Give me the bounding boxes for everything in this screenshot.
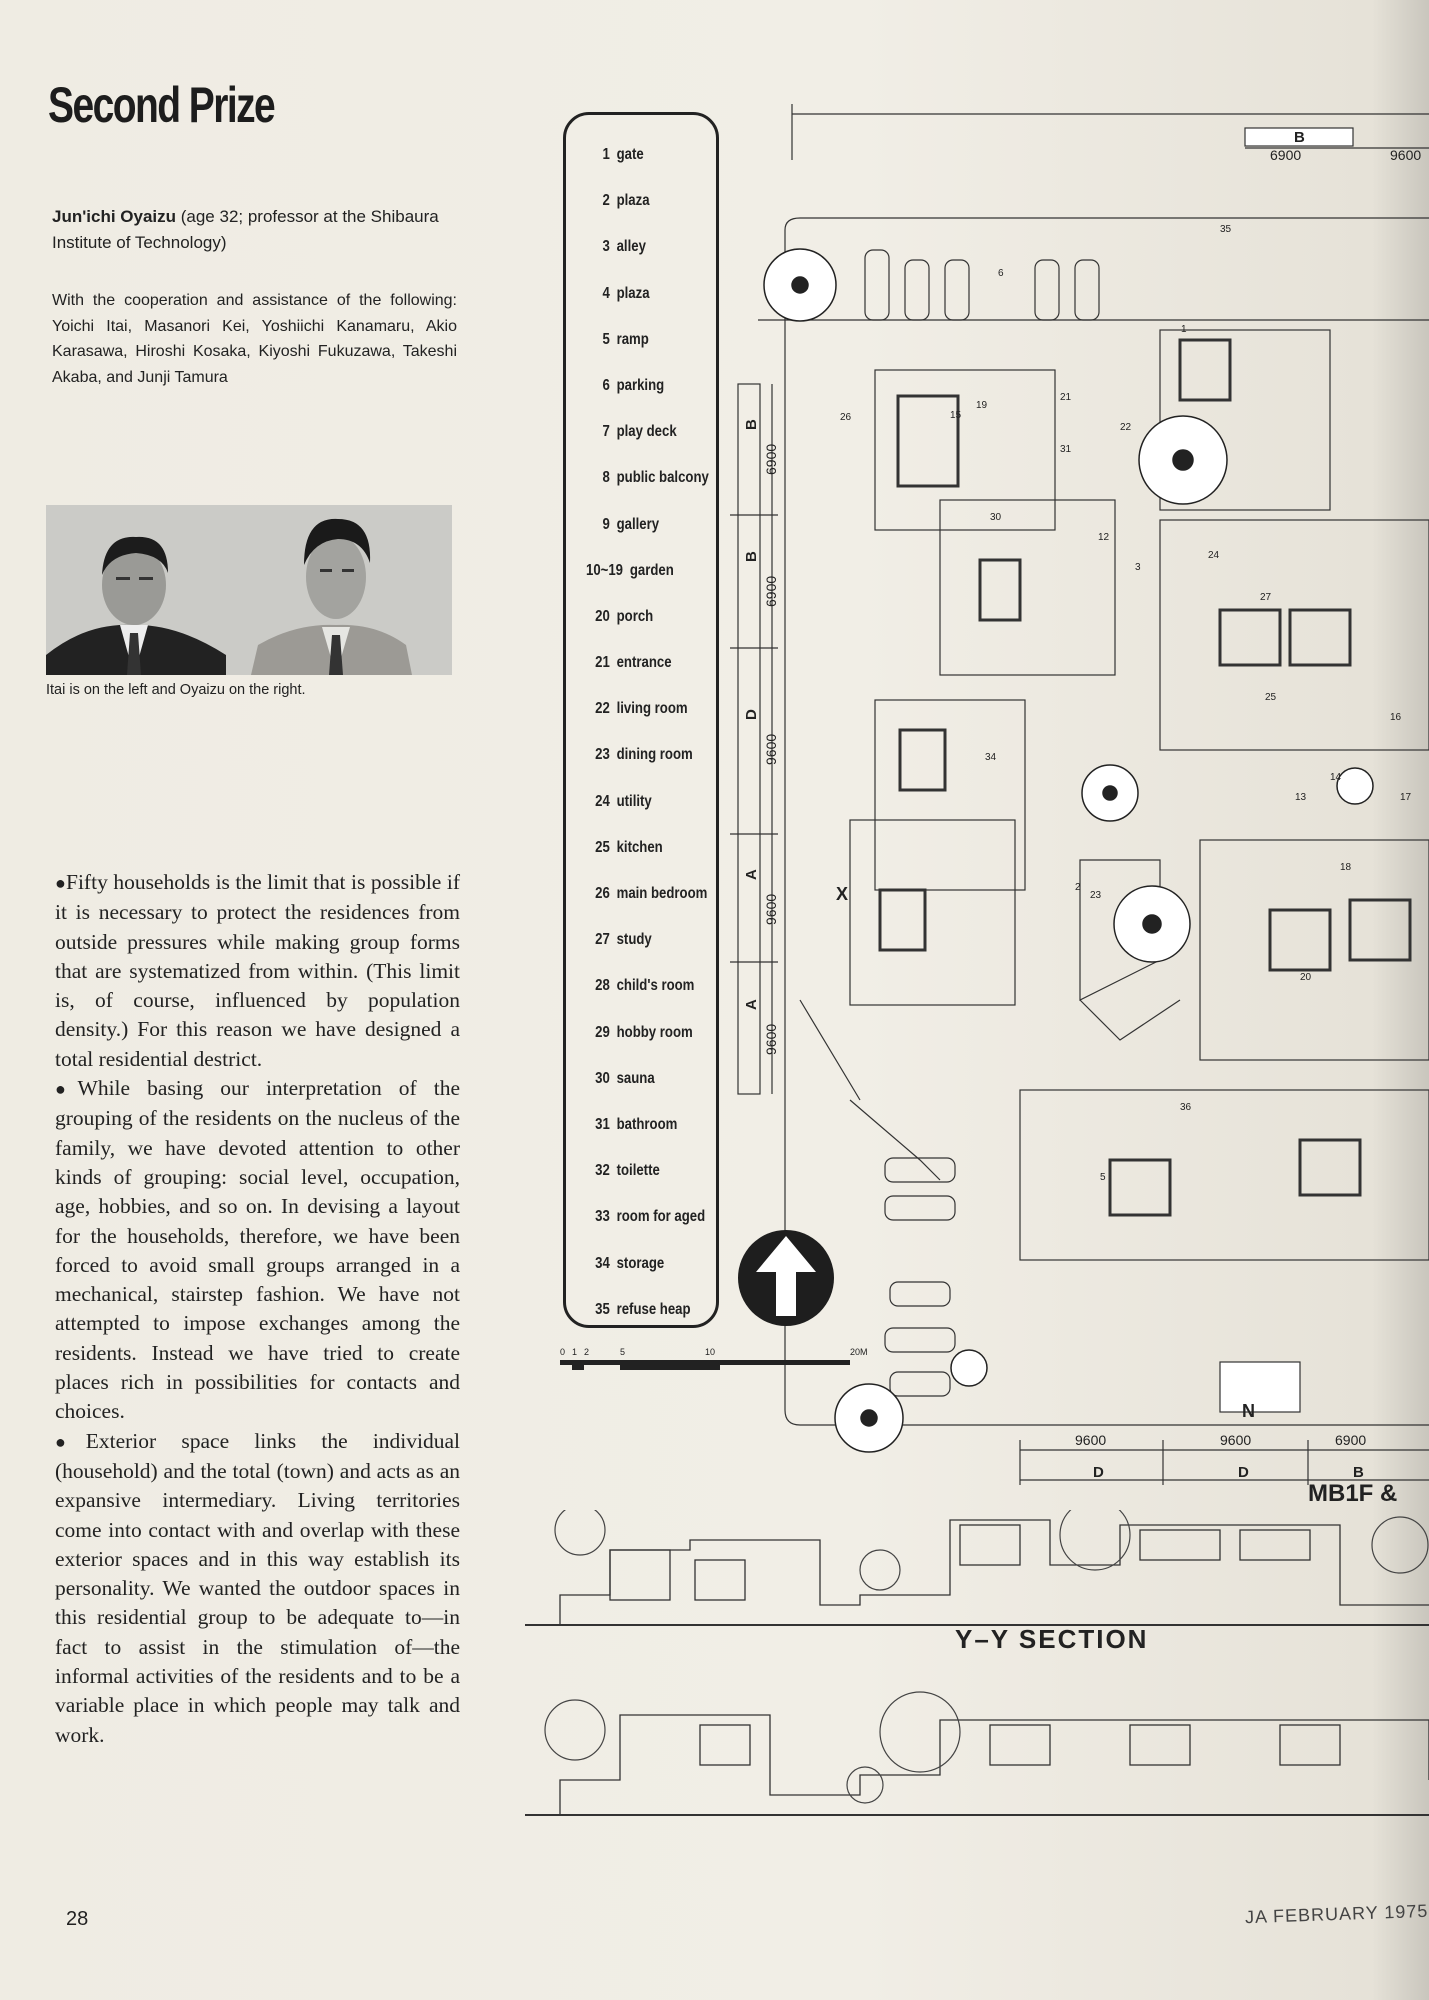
legend-label: room for aged [616,1208,706,1226]
dimension-letter: A [743,869,760,880]
legend-number: 1 [602,146,610,163]
scale-label: 5 [620,1347,626,1357]
legend-number: 34 [595,1254,610,1272]
legend-label: plaza [616,284,650,302]
room-number: 3 [1135,562,1141,573]
legend-number: 23 [595,746,610,764]
paragraph: ●While basing our interpretation of the grouping of the residents on the nucleus of the family, we have devoted attention to other kinds of grouping: social level, occupation, age, hobbies, and so on. In devising a layout for the households, therefore, we have been forced to avoid small groups arranged in a mechanical, stairstep fashion. We have not attempted to impose exchanges among the residents. Instead we have tried to create places rich in possibilities for contacts and choices. [55,1076,460,1424]
legend-number: 24 [595,792,610,810]
room-number: 13 [1295,792,1307,803]
room-number: 24 [1208,550,1220,561]
legend-label: bathroom [616,1115,678,1133]
bullet-icon: ● [55,1431,86,1452]
room-number: 12 [1098,532,1110,543]
legend-label: play deck [616,423,677,441]
portrait-image [46,505,452,675]
legend-number: 31 [595,1115,610,1133]
paragraph: ●Exterior space links the individual (household) and the total (town) and acts as an expansive intermediary. Living territories come into contact with and overlap with these exterior spaces and in this way establish its personality. We wanted the outdoor spaces in this residential group to be adequate to—in fact to assist in the stimulation of—the informal activities of the residents and to be a variable place in which people may talk and work. [55,1428,461,1747]
legend-label: living room [616,700,688,718]
dimension-letter: D [1238,1464,1249,1481]
legend-label: refuse heap [616,1300,691,1318]
legend-label: sauna [616,1069,655,1087]
scale-label: 0 [560,1347,566,1357]
section-drawing [520,1510,1429,1830]
dimension-value: 9600 [1390,147,1422,163]
legend-number: 25 [595,838,610,856]
room-number: 1 [1181,324,1187,335]
legend-label: plaza [616,192,650,210]
dimension-letter: A [743,999,760,1010]
dimension-value: 6900 [763,443,779,475]
north-arrow-icon [738,1230,834,1326]
footer-issue: JA FEBRUARY 1975 [1244,1900,1429,1928]
author-name: Jun'ichi Oyaizu [52,207,177,226]
legend-label: dining room [616,746,693,764]
room-number: 16 [1390,712,1402,723]
paragraph: ●Fifty households is the limit that is possible if it is necessary to protect the residences from outside pressures while making group forms that are systematized from within. (This limit is, of course, influenced by population density.) For this reason we have designed a total residential destrict. [55,870,460,1071]
site-plan-drawing [520,100,1429,1680]
bullet-icon: ● [55,1079,78,1100]
legend-number: 35 [595,1300,610,1318]
room-number: 19 [976,400,988,411]
room-number: 30 [990,512,1002,523]
north-label: N [1242,1401,1255,1421]
legend-number: 22 [595,700,610,718]
dimension-letter: B [1353,1464,1364,1481]
legend-label: entrance [616,654,672,672]
legend-label: study [616,931,652,949]
legend-label: parking [616,376,665,394]
room-number: 14 [1330,772,1342,783]
room-number: 18 [1340,862,1352,873]
page-number: 28 [66,1908,89,1930]
dimension-value: 9600 [763,893,779,925]
scale-bar [560,1360,850,1370]
room-number: 26 [840,412,852,423]
dimension-letter: B [1294,129,1305,146]
author-credit [52,204,457,256]
author-detail: (age 32; professor at the Shibaura Institute of Technology) [52,207,439,252]
scale-label: 1 [572,1347,578,1357]
legend-number: 8 [602,469,610,487]
legend-label: garden [629,561,674,579]
scale-label: 20M [850,1347,868,1357]
dimension-value: 9600 [763,1023,779,1055]
dimension-value: 9600 [1075,1432,1107,1448]
legend-number: 9 [602,515,610,533]
room-number: 25 [1265,692,1277,703]
legend-label: hobby room [616,1023,693,1041]
legend-label: kitchen [616,838,663,856]
dimension-value: 9600 [1220,1432,1252,1448]
room-number: 21 [1060,392,1072,403]
room-number: 5 [1100,1172,1106,1183]
room-number: 17 [1400,792,1412,803]
dimension-value: 6900 [1270,147,1302,163]
dimension-letter: B [743,551,760,562]
legend-label: alley [616,238,646,256]
room-number: 35 [1220,224,1232,235]
legend-label: toilette [616,1162,660,1180]
legend-number: 21 [595,654,610,672]
legend-label: child's room [616,977,695,995]
legend-label: porch [616,607,654,625]
room-number: 31 [1060,444,1072,455]
scale-label: 10 [705,1347,716,1357]
portrait-photo [46,505,452,675]
room-number: 27 [1260,592,1272,603]
legend-number: 6 [602,376,610,394]
dimension-letter: B [743,419,760,430]
photo-caption: Itai is on the left and Oyaizu on the right. [46,682,306,698]
room-number: 23 [1090,890,1102,901]
room-number: 34 [985,752,997,763]
dimension-value: 6900 [1335,1432,1367,1448]
legend-number: 4 [602,284,610,302]
dimension-letter: D [743,709,760,720]
section-title: Y–Y SECTION [955,1624,1149,1654]
dimension-value: 6900 [763,575,779,607]
room-number: 6 [998,268,1004,279]
legend-number: 2 [602,192,610,210]
scale-label: 2 [584,1347,590,1357]
section-marker: X [836,884,849,904]
legend-label: main bedroom [616,885,708,902]
legend-label: storage [616,1254,665,1272]
page-title: Second Prize [48,77,275,133]
legend-number: 27 [595,931,610,949]
legend-number: 30 [595,1069,610,1087]
legend-number: 5 [602,330,610,348]
article-body [55,868,460,1750]
bullet-icon: ● [55,873,66,893]
legend-number: 32 [595,1162,610,1180]
legend-number: 28 [595,977,610,995]
room-number: 2 [1075,882,1081,893]
dimension-value: 9600 [763,733,779,765]
cooperation-credit: With the cooperation and assistance of the following: Yoichi Itai, Masanori Kei, Yoshiichi Kanamaru, Akio Karasawa, Hiroshi Kosaka, Kiyoshi Fukuzawa, Takeshi Akaba, and Junji Tamura [52,292,457,386]
legend-number: 7 [602,423,610,441]
legend-label: utility [616,792,652,810]
dimension-letter: D [1093,1464,1104,1481]
room-number: 15 [950,410,962,421]
legend-label: ramp [616,330,649,348]
legend-label: gate [616,146,644,163]
legend-number: 33 [595,1208,610,1226]
legend-number: 20 [595,607,610,625]
legend-label: public balcony [616,469,709,487]
room-number: 20 [1300,972,1312,983]
legend-label: gallery [616,515,660,533]
legend-number: 29 [595,1023,610,1041]
room-number: 36 [1180,1102,1192,1113]
legend-number: 26 [595,885,610,902]
legend-number: 3 [602,238,610,256]
legend-number: 10~19 [586,561,624,579]
room-number: 22 [1120,422,1132,433]
floor-label: MB1F & [1308,1480,1398,1507]
